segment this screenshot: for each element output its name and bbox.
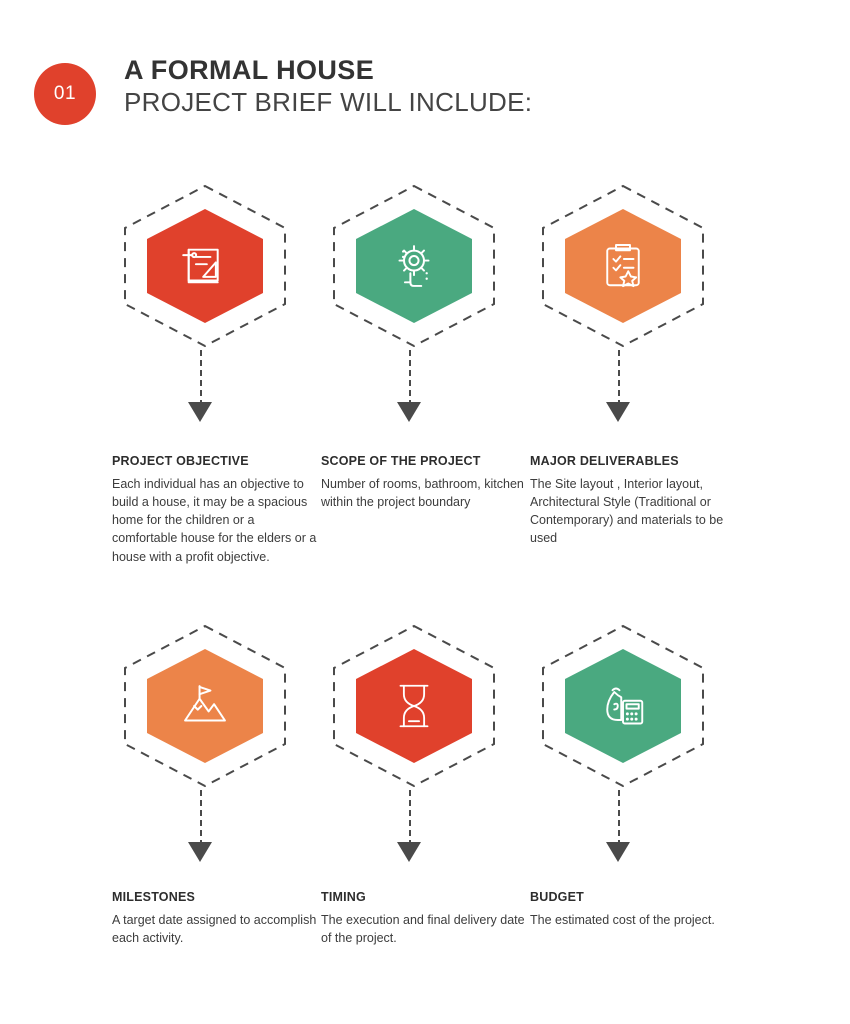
connector-arrow xyxy=(618,790,620,866)
item-title: BUDGET xyxy=(530,890,584,904)
item-caption xyxy=(112,890,317,947)
items-grid xyxy=(0,182,850,1022)
connector-line xyxy=(618,350,620,406)
arrow-head-icon xyxy=(397,842,421,862)
item-body: The Site layout , Interior layout, Architectural Style (Traditional or Contemporary) and materials to be used xyxy=(530,477,724,546)
hex-graphic xyxy=(326,622,502,790)
mountain-flag-icon xyxy=(143,647,267,765)
page-header xyxy=(34,55,532,125)
item-project-objective xyxy=(112,182,322,564)
connector-line xyxy=(409,350,411,406)
connector-arrow xyxy=(200,790,202,866)
arrow-head-icon xyxy=(397,402,421,422)
item-budget xyxy=(530,622,740,927)
item-body: A target date assigned to accomplish each activity. xyxy=(112,913,317,946)
item-title: MAJOR DELIVERABLES xyxy=(530,454,679,468)
money-bag-calculator-icon xyxy=(561,647,685,765)
checklist-star-icon xyxy=(561,207,685,325)
hourglass-icon xyxy=(352,647,476,765)
item-body: Each individual has an objective to build a house, it may be a spacious home for the children or a comfortable house for the elders or a house with a profit objective. xyxy=(112,477,317,564)
connector-line xyxy=(618,790,620,846)
item-caption xyxy=(321,454,526,511)
item-body: The execution and final delivery date of the project. xyxy=(321,913,525,946)
hex-graphic xyxy=(117,182,293,350)
page-subtitle: PROJECT BRIEF WILL INCLUDE: xyxy=(124,87,533,118)
arrow-head-icon xyxy=(188,842,212,862)
page-title: A FORMAL HOUSE xyxy=(124,55,375,85)
blueprint-ruler-icon xyxy=(143,207,267,325)
item-caption xyxy=(112,454,317,566)
item-caption xyxy=(530,890,735,929)
item-scope-of-the-project xyxy=(321,182,531,510)
item-title: TIMING xyxy=(321,890,366,904)
step-number-badge: 01 xyxy=(34,63,96,125)
connector-line xyxy=(200,350,202,406)
item-timing xyxy=(321,622,531,946)
item-title: MILESTONES xyxy=(112,890,196,904)
item-title: PROJECT OBJECTIVE xyxy=(112,454,249,468)
title-block xyxy=(124,55,532,117)
connector-arrow xyxy=(409,350,411,426)
hex-graphic xyxy=(326,182,502,350)
item-title: SCOPE OF THE PROJECT xyxy=(321,454,481,468)
item-caption xyxy=(321,890,526,947)
arrow-head-icon xyxy=(188,402,212,422)
connector-line xyxy=(200,790,202,846)
hex-graphic xyxy=(535,182,711,350)
item-milestones xyxy=(112,622,322,946)
item-major-deliverables xyxy=(530,182,740,546)
connector-arrow xyxy=(409,790,411,866)
item-body: Number of rooms, bathroom, kitchen within the project boundary xyxy=(321,477,524,510)
gear-magnifier-icon xyxy=(352,207,476,325)
arrow-head-icon xyxy=(606,842,630,862)
items-row-1 xyxy=(0,182,850,622)
hex-graphic xyxy=(117,622,293,790)
connector-line xyxy=(409,790,411,846)
arrow-head-icon xyxy=(606,402,630,422)
hex-graphic xyxy=(535,622,711,790)
item-caption xyxy=(530,454,735,548)
item-body: The estimated cost of the project. xyxy=(530,913,715,927)
items-row-2 xyxy=(0,622,850,1022)
connector-arrow xyxy=(618,350,620,426)
connector-arrow xyxy=(200,350,202,426)
